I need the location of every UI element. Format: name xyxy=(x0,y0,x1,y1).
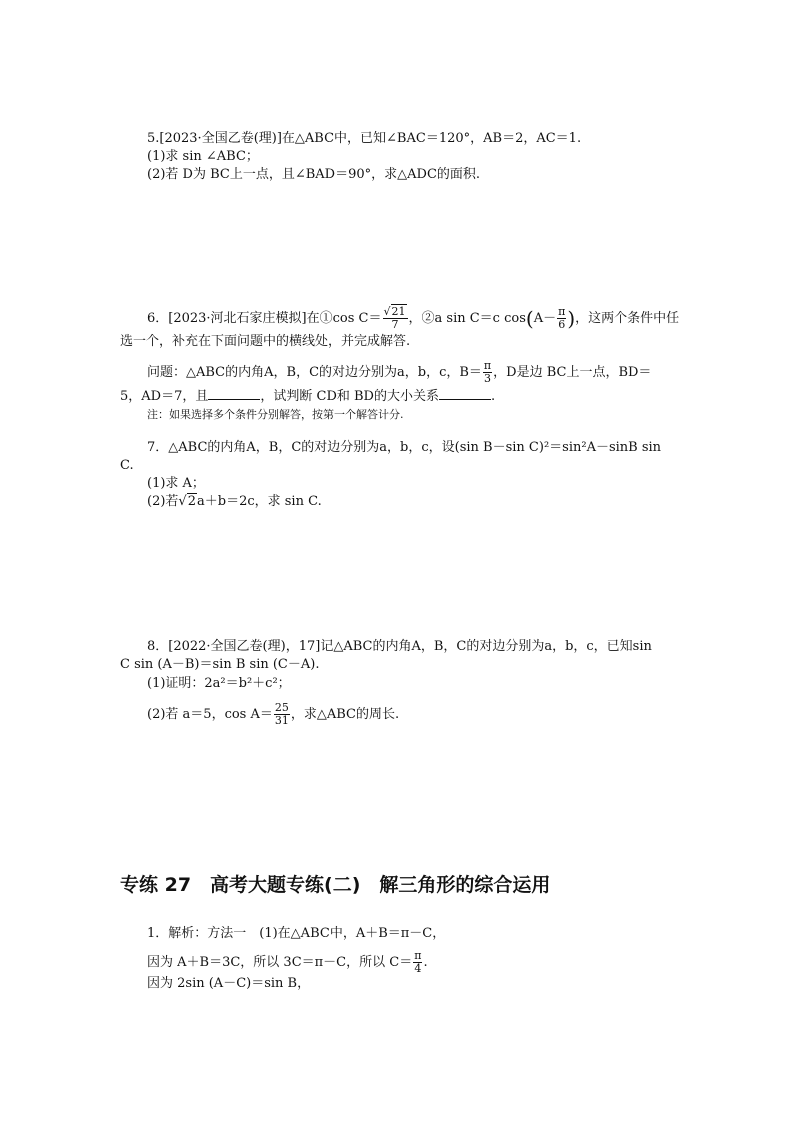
q6-line-4 xyxy=(120,387,495,406)
q6-line-4-text-a: 5，AD＝7，且 xyxy=(120,389,209,404)
solution-line-2 xyxy=(147,950,428,975)
solution-pi-numerator: π xyxy=(414,949,422,962)
solution-line-2-text-a: 因为 A＋B＝3C，所以 3C＝π－C，所以 C＝ xyxy=(147,955,413,970)
q6-line-1 xyxy=(147,306,679,331)
q8-frac-denominator: 31 xyxy=(274,714,289,727)
q5-line-2: (1)求 sin ∠ABC； xyxy=(147,149,259,164)
solution-four-denominator: 4 xyxy=(414,962,422,975)
q6-pi-over-3 xyxy=(483,360,492,385)
q6-note: 注：如果选择多个条件分别解答，按第一个解答计分. xyxy=(147,408,404,421)
q6-pi-numerator-2: π xyxy=(483,359,492,372)
q7-sqrt-radicand: 2 xyxy=(187,494,196,509)
q7-line-4-text-b: a＋b＝2c，求 sin C. xyxy=(197,494,322,509)
q7-line-4-text-a: (2)若 xyxy=(147,494,179,509)
section-title: 专练 27 高考大题专练(二) 解三角形的综合运用 xyxy=(120,874,551,896)
q5-line-1: 5.[2023·全国乙卷(理)]在△ABC中，已知∠BAC＝120°，AB＝2，AC＝1. xyxy=(147,131,582,146)
solution-line-3: 因为 2sin (A－C)＝sin B， xyxy=(147,976,311,991)
q8-line-4-text-b: ，求△ABC的周长. xyxy=(290,707,400,722)
q6-sqrt-symbol: √ xyxy=(383,305,391,318)
q7-sqrt-symbol: √ xyxy=(178,494,187,509)
q7-line-3: (1)求 A； xyxy=(147,476,205,491)
q6-line-1-text-c: A－ xyxy=(533,311,557,326)
solution-line-2-text-b: . xyxy=(423,955,428,970)
q6-pi-numerator: π xyxy=(558,305,566,318)
q6-frac-denominator: 7 xyxy=(391,318,399,331)
q6-right-paren: ) xyxy=(567,306,576,331)
q6-line-1-text-b: ，②a sin C＝c cos xyxy=(408,311,526,326)
q8-line-1: 8．[2022·全国乙卷(理)，17]记△ABC的内角A，B，C的对边分别为a，b，c，已知sin xyxy=(147,639,652,654)
q6-line-3-text-b: ，D是边 BC上一点，BD＝ xyxy=(493,365,652,380)
q7-line-2: C. xyxy=(120,458,134,473)
q6-line-4-text-b: ，试判断 CD和 BD的大小关系 xyxy=(260,389,439,404)
q6-answer-blank-2 xyxy=(439,387,491,400)
q8-25-over-31 xyxy=(274,702,290,727)
q6-three-denominator: 3 xyxy=(484,372,492,385)
q8-frac-numerator: 25 xyxy=(274,701,289,714)
q5-line-3: (2)若 D为 BC上一点，且∠BAD＝90°，求△ADC的面积. xyxy=(147,167,481,182)
q6-left-paren: ( xyxy=(525,306,534,331)
q7-line-4 xyxy=(147,493,322,511)
q6-line-1-text-a: 6．[2023·河北石家庄模拟]在①cos C＝ xyxy=(147,311,382,326)
solution-pi-over-4 xyxy=(413,950,422,975)
q6-sqrt21-over-7 xyxy=(383,306,408,331)
q7-line-1: 7．△ABC的内角A，B，C的对边分别为a，b，c，设(sin B－sin C)²＝sin²A－sinB sin xyxy=(147,440,662,455)
q8-line-2: C sin (A－B)＝sin B sin (C－A). xyxy=(120,657,320,672)
q8-line-4-text-a: (2)若 a＝5，cos A＝ xyxy=(147,707,273,722)
q6-six-denominator: 6 xyxy=(558,318,566,331)
q6-line-3 xyxy=(147,360,651,385)
q6-line-1-text-d: ，这两个条件中任 xyxy=(575,311,680,326)
q6-sqrt-radicand: 21 xyxy=(391,305,406,318)
q8-line-3: (1)证明：2a²＝b²＋c²； xyxy=(147,676,291,691)
q6-answer-blank-1 xyxy=(208,387,260,400)
q6-line-2: 选一个，补充在下面问题中的横线处，并完成解答. xyxy=(120,334,411,349)
q8-line-4 xyxy=(147,702,399,727)
q6-line-4-text-c: . xyxy=(490,389,496,404)
q6-line-3-text-a: 问题：△ABC的内角A，B，C的对边分别为a，b，c，B＝ xyxy=(147,365,482,380)
solution-line-1: 1．解析：方法一 (1)在△ABC中，A＋B＝π－C， xyxy=(147,926,446,941)
q6-pi-over-6 xyxy=(557,306,566,331)
